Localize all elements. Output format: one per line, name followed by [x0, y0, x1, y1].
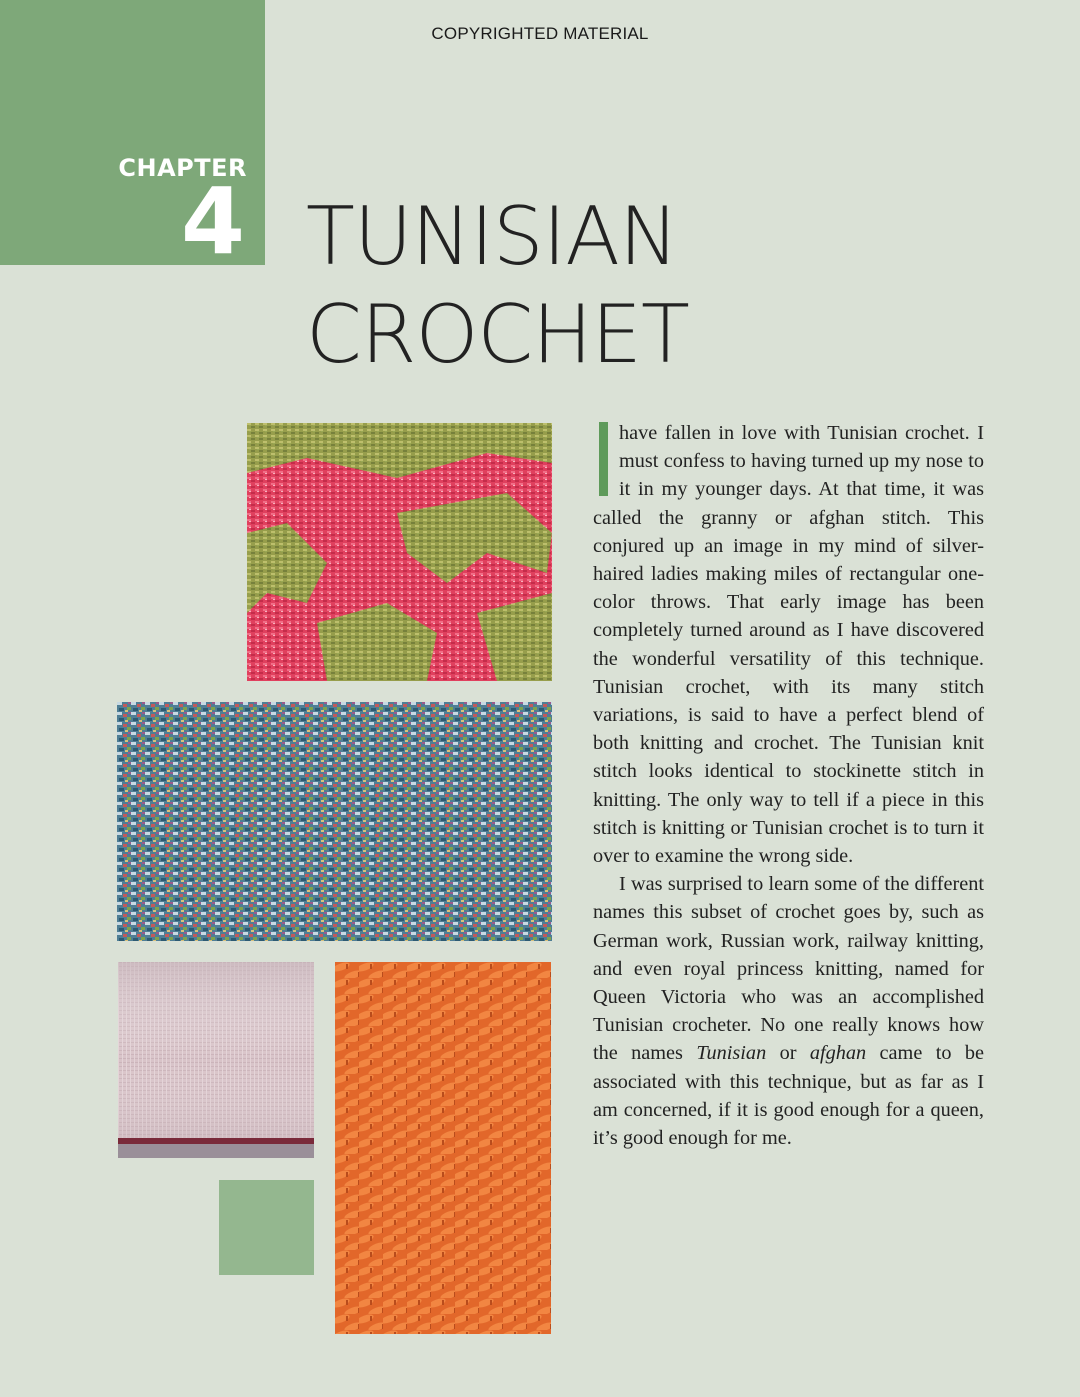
orange-swatch-photo — [335, 962, 551, 1334]
paragraph-2-text-a: I was surprised to learn some of the different names this subset of crochet goes by, such as German work, Russian work, railway knitting, and even royal princess knitting, named for Queen Victoria who was an accomplished Tunisian crocheter. No one really knows how the names — [593, 873, 984, 1065]
accent-square — [219, 1180, 314, 1275]
paragraph-2 — [593, 870, 984, 1152]
paragraph-2-text-b: or — [766, 1042, 810, 1065]
chapter-number: 4 — [180, 168, 245, 275]
pink-green-swatch-photo — [247, 423, 552, 681]
drop-cap — [593, 422, 619, 500]
chapter-title — [306, 188, 689, 384]
pale-pink-swatch-photo — [118, 962, 314, 1158]
term-tunisian: Tunisian — [696, 1042, 767, 1065]
chapter-label: CHAPTER — [118, 154, 247, 182]
paragraph-1-text: have fallen in love with Tunisian crochet. I must confess to having turned up my nose to it in my younger days. At that time, it was called the granny or afghan stitch. This conjured up an image in my mind of silver-haired ladies making miles of rectangular one-color throws. That early image has been completely turned around as I have discovered the wonderful versatility of this technique. Tunisian crochet, with its many stitch variations, is said to have a perfect blend of both knitting and crochet. The Tunisian knit stitch looks identical to stockinette stitch in knitting. The only way to tell if a piece in this stitch is knitting or Tunisian crochet is to turn it over to examine the wrong side. — [593, 422, 984, 868]
drop-cap-bar — [599, 422, 608, 496]
paragraph-2-text-c: came to be associated with this technique, but as far as I am concerned, if it is good enough for a queen, it’s good enough for me. — [593, 1042, 984, 1150]
multicolor-swatch-photo — [117, 702, 552, 941]
title-line-1: TUNISIAN — [306, 190, 678, 283]
chapter-block — [0, 0, 265, 275]
term-afghan: afghan — [809, 1042, 867, 1065]
copyright-notice: COPYRIGHTED MATERIAL — [431, 24, 649, 43]
title-line-2: CROCHET — [306, 288, 689, 381]
paragraph-1 — [593, 419, 984, 870]
body-text — [593, 419, 984, 1152]
